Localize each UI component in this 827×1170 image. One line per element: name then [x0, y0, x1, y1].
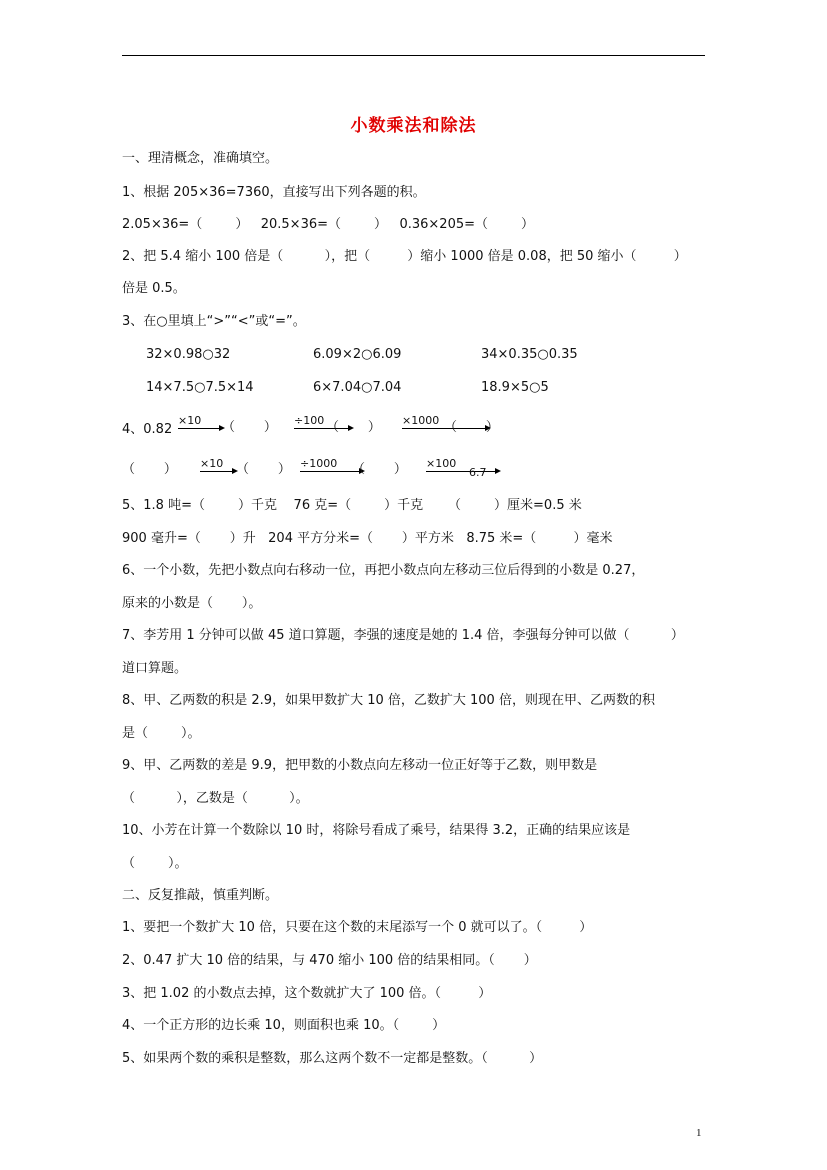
- page-number: 1: [696, 1127, 702, 1139]
- q4-end-value: 6.7: [469, 466, 487, 479]
- q4-blank: （ ）: [326, 420, 381, 435]
- q9-line2: （ ），乙数是（ ）。: [122, 791, 309, 806]
- q5-line2: 900 毫升=（ ）升 204 平方分米=（ ）平方米 8.75 米=（ ）毫米: [122, 531, 613, 546]
- section1-heading: 一、理清概念，准确填空。: [122, 151, 279, 166]
- q1-stem: 1、根据 205×36=7360，直接写出下列各题的积。: [122, 185, 426, 200]
- q6-line2: 原来的小数是（ ）。: [122, 596, 262, 611]
- q4-op: ×10: [200, 457, 224, 470]
- q4-prefix: 4、0.82: [122, 422, 173, 437]
- q5-line1: 5、1.8 吨=（ ）千克 76 克=（ ）千克 （ ）厘米=0.5 米: [122, 498, 582, 513]
- q4-blank: （ ）: [222, 420, 277, 435]
- judgement-item: 3、把 1.02 的小数点去掉，这个数就扩大了 100 倍。（ ）: [122, 986, 492, 1001]
- q4-blank: （ ）: [352, 462, 407, 477]
- page-title: 小数乘法和除法: [350, 116, 477, 136]
- q3-stem: 3、在○里填上“>”“<”或“=”。: [122, 314, 306, 329]
- q4-op: ÷100: [294, 414, 325, 427]
- q2-line1: 2、把 5.4 缩小 100 倍是（ ），把（ ）缩小 1000 倍是 0.08，把 50 缩小（ ）: [122, 249, 687, 264]
- arrow-icon: [178, 428, 220, 429]
- q4-blank: （ ）: [122, 462, 177, 477]
- q3-item: 6.09×2○6.09: [313, 347, 402, 362]
- arrow-icon: [200, 471, 233, 472]
- q3-item: 14×7.5○7.5×14: [146, 380, 254, 395]
- header-rule: [122, 55, 705, 56]
- q2-line2: 倍是 0.5。: [122, 281, 186, 296]
- q10-line1: 10、小芳在计算一个数除以 10 时，将除号看成了乘号，结果得 3.2，正确的结果应该是: [122, 823, 631, 838]
- q4-op: ×10: [178, 414, 202, 427]
- q3-item: 18.9×5○5: [481, 380, 549, 395]
- q7-line1: 7、李芳用 1 分钟可以做 45 道口算题，李强的速度是她的 1.4 倍，李强每分钟可以做（ ）: [122, 628, 684, 643]
- q7-line2: 道口算题。: [122, 661, 188, 676]
- q8-line1: 8、甲、乙两数的积是 2.9，如果甲数扩大 10 倍，乙数扩大 100 倍，则现在甲、乙两数的积: [122, 693, 655, 708]
- q4-op: ÷1000: [300, 457, 338, 470]
- q4-blank: （ ）: [236, 462, 291, 477]
- q3-item: 6×7.04○7.04: [313, 380, 402, 395]
- q3-item: 34×0.35○0.35: [481, 347, 578, 362]
- q8-line2: 是（ ）。: [122, 726, 201, 741]
- arrow-icon: [300, 471, 360, 472]
- q6-line1: 6、一个小数，先把小数点向右移动一位，再把小数点向左移动三位后得到的小数是 0.27，: [122, 563, 645, 578]
- q4-op: ×1000: [402, 414, 440, 427]
- judgement-item: 5、如果两个数的乘积是整数，那么这两个数不一定都是整数。（ ）: [122, 1051, 543, 1066]
- q10-line2: （ ）。: [122, 856, 188, 871]
- q4-op: ×100: [426, 457, 457, 470]
- q1-line: 2.05×36=（ ） 20.5×36=（ ） 0.36×205=（ ）: [122, 217, 535, 232]
- section2-heading: 二、反复推敲，慎重判断。: [122, 888, 279, 903]
- judgement-item: 2、0.47 扩大 10 倍的结果，与 470 缩小 100 倍的结果相同。（ ）: [122, 953, 537, 968]
- q3-item: 32×0.98○32: [146, 347, 231, 362]
- q4-blank: （ ）: [444, 420, 499, 435]
- judgement-item: 1、要把一个数扩大 10 倍，只要在这个数的末尾添写一个 0 就可以了。（ ）: [122, 920, 593, 935]
- judgement-item: 4、一个正方形的边长乘 10，则面积也乘 10。（ ）: [122, 1018, 446, 1033]
- q9-line1: 9、甲、乙两数的差是 9.9，把甲数的小数点向左移动一位正好等于乙数，则甲数是: [122, 758, 598, 773]
